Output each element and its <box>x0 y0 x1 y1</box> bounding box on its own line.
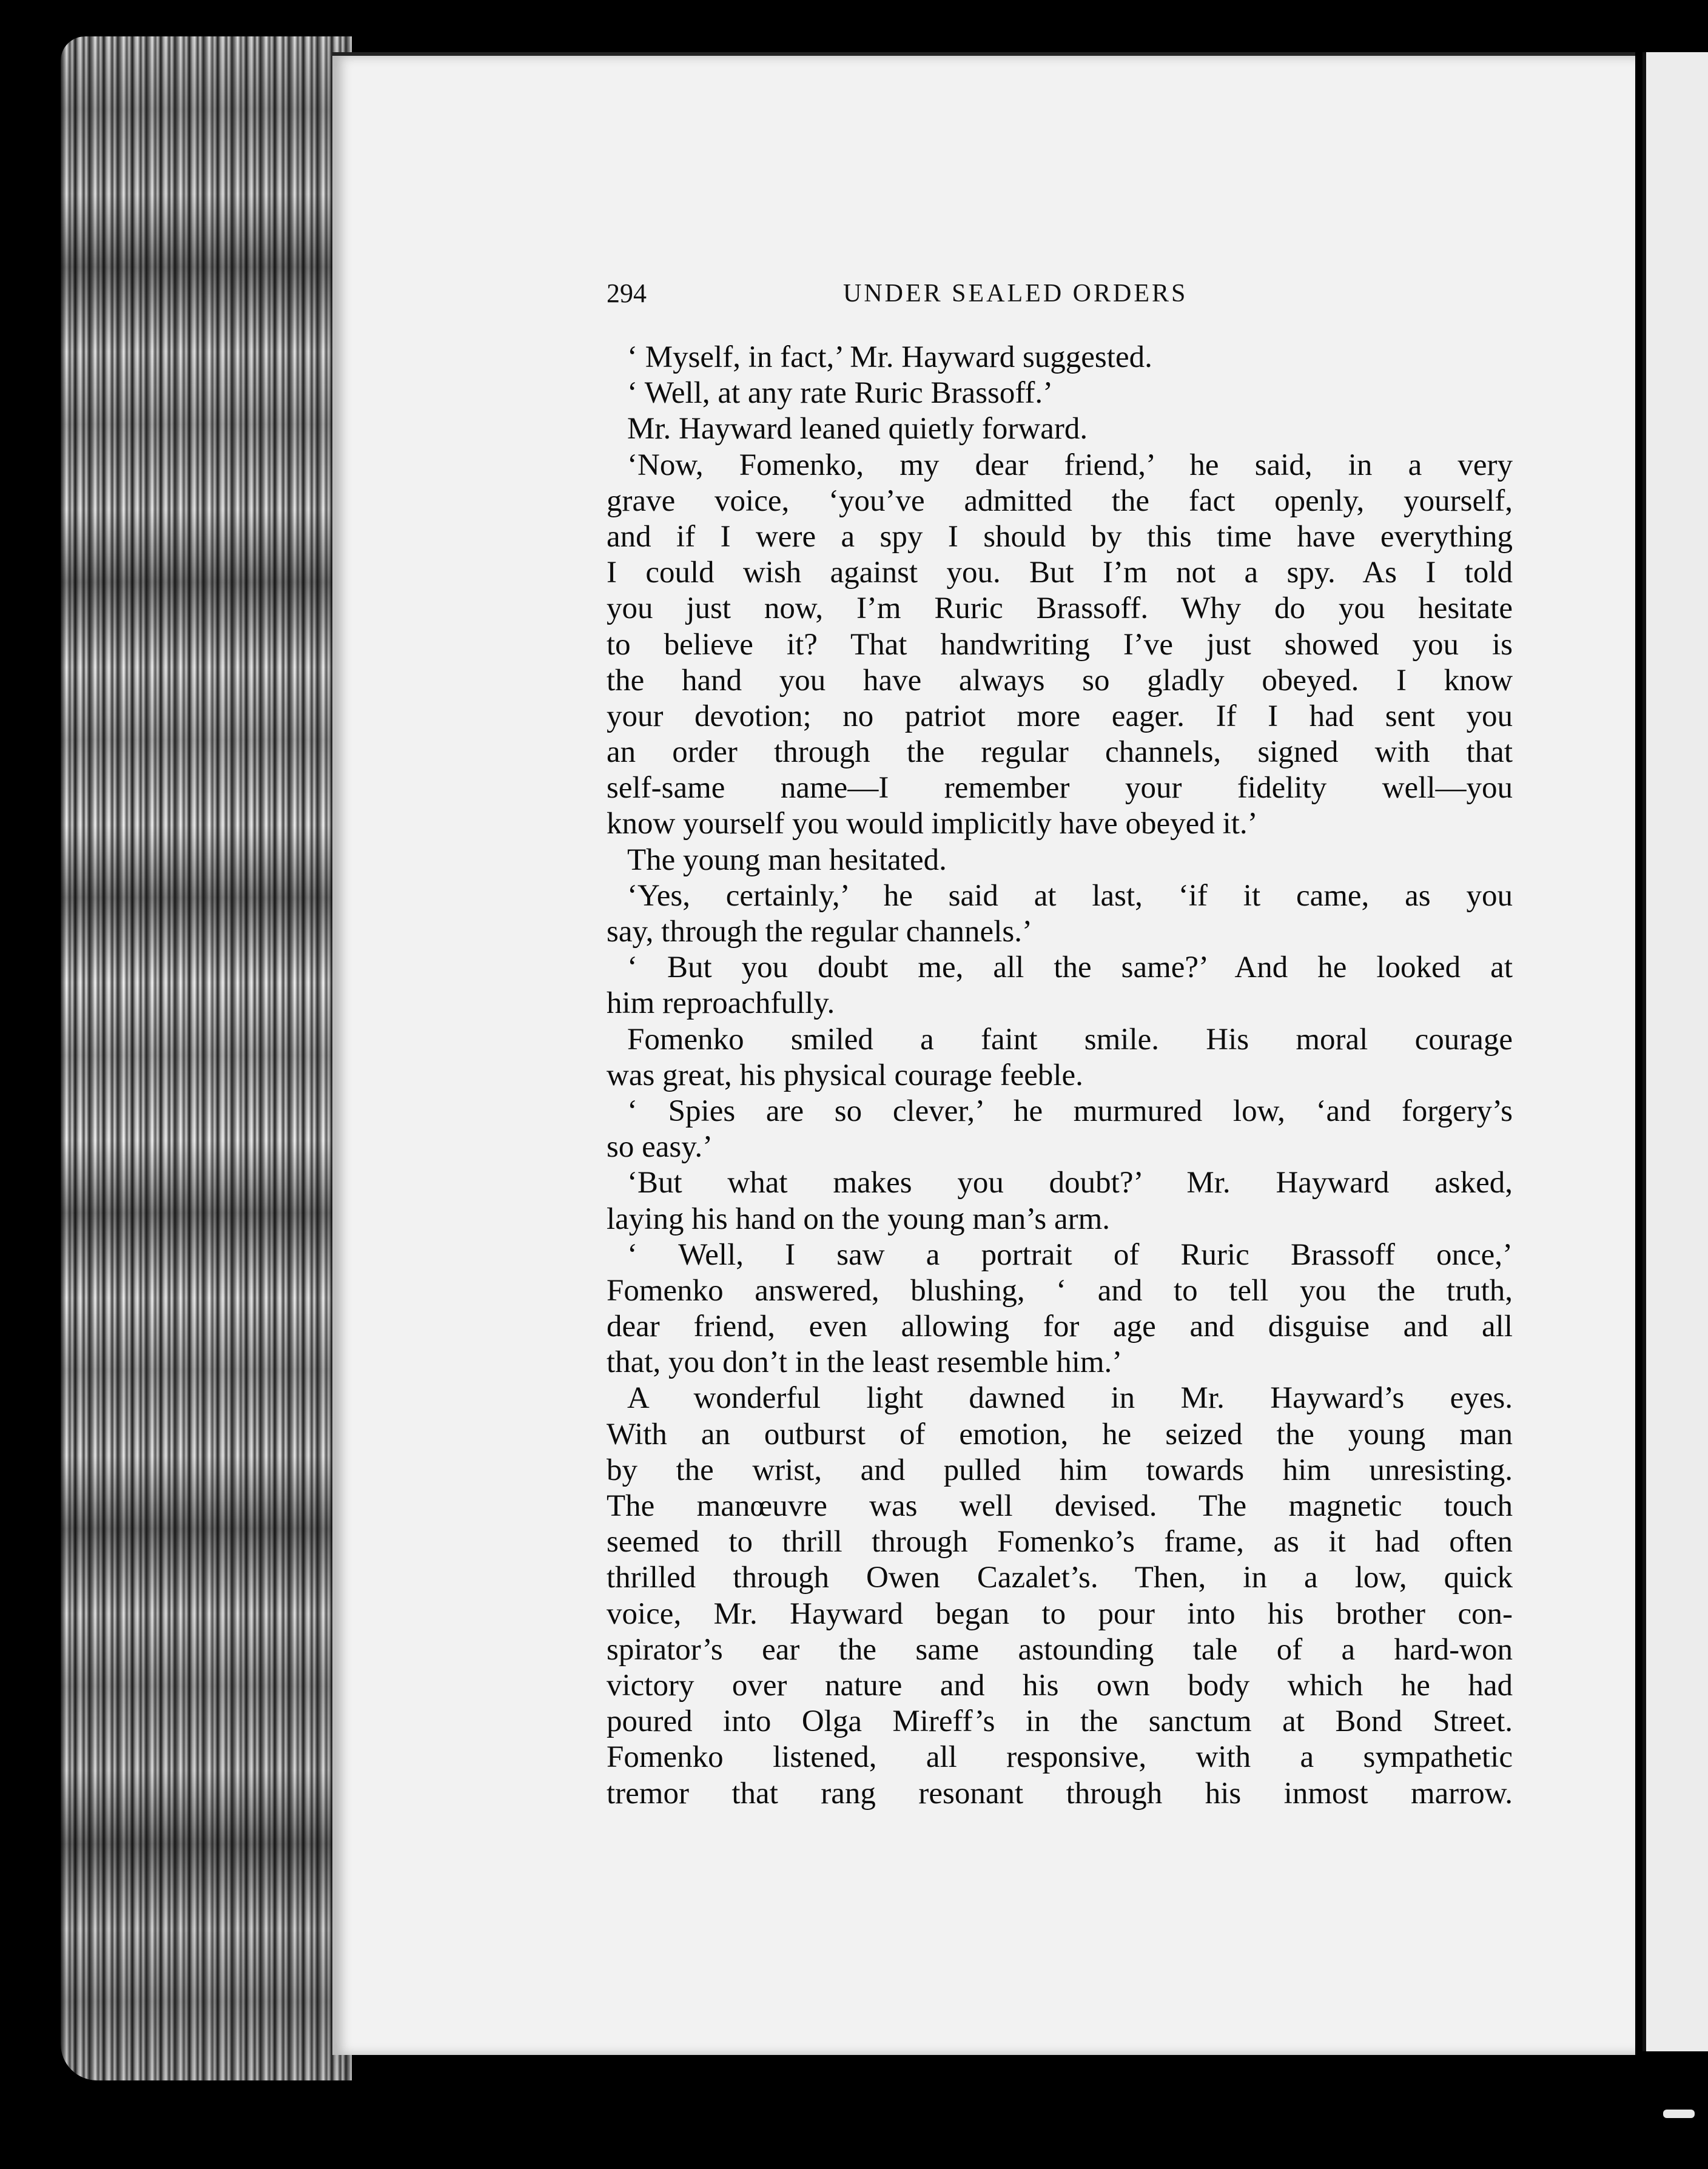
text-line: I could wish against you. But I’m not a spy. As I told <box>607 556 1513 590</box>
text-line: ‘Now, Fomenko, my dear friend,’ he said, in a very <box>627 448 1513 482</box>
text-line: that, you don’t in the least resemble him.’ <box>607 1345 1123 1380</box>
text-line: ‘ Spies are so clever,’ he murmured low, ‘and forgery’s <box>627 1094 1513 1128</box>
text-line: spirator’s ear the same astounding tale of a hard-won <box>607 1632 1513 1667</box>
text-line: so easy.’ <box>607 1130 713 1165</box>
text-line: self-same name—I remember your fidelity well—you <box>607 771 1513 805</box>
text-line: say, through the regular channels.’ <box>607 915 1032 949</box>
text-line: Fomenko smiled a faint smile. His moral courage <box>627 1022 1513 1057</box>
text-line: thrilled through Owen Cazalet’s. Then, in a low, quick <box>607 1561 1513 1595</box>
text-line: laying his hand on the young man’s arm. <box>607 1202 1111 1236</box>
text-line: The manœuvre was well devised. The magnetic touch <box>607 1489 1513 1523</box>
fore-edge-shadow <box>61 36 352 2080</box>
text-line: With an outburst of emotion, he seized the young man <box>607 1417 1513 1451</box>
text-line: by the wrist, and pulled him towards him unresisting. <box>607 1453 1513 1487</box>
text-line: the hand you have always so gladly obeyed. I know <box>607 663 1513 698</box>
text-line: grave voice, ‘you’ve admitted the fact openly, yourself, <box>607 483 1513 518</box>
text-line: victory over nature and his own body which he had <box>607 1668 1513 1703</box>
text-line: and if I were a spy I should by this time have everything <box>607 519 1513 554</box>
page-header <box>607 275 1274 312</box>
text-line: him reproachfully. <box>607 986 835 1021</box>
facing-page-edge <box>1642 52 1708 2051</box>
text-line: an order through the regular channels, signed with that <box>607 735 1513 770</box>
corner-mark <box>1663 2110 1695 2118</box>
text-line: Fomenko listened, all responsive, with a sympathetic <box>607 1740 1513 1775</box>
text-line: A wonderful light dawned in Mr. Hayward’s eyes. <box>627 1381 1513 1416</box>
text-line: ‘Yes, certainly,’ he said at last, ‘if it came, as you <box>627 878 1513 913</box>
page-number: 294 <box>607 278 647 308</box>
body-text <box>607 340 1513 1812</box>
text-line: dear friend, even allowing for age and disguise and all <box>607 1310 1513 1344</box>
text-line: poured into Olga Mireff’s in the sanctum at Bond Street. <box>607 1704 1513 1739</box>
text-line: know yourself you would implicitly have obeyed it.’ <box>607 807 1258 841</box>
text-line: Mr. Hayward leaned quietly forward. <box>627 412 1088 446</box>
text-line: ‘ But you doubt me, all the same?’ And he looked at <box>627 950 1513 985</box>
text-line: tremor that rang resonant through his inmost marrow. <box>607 1776 1513 1811</box>
text-line: ‘ Myself, in fact,’ Mr. Hayward suggested. <box>627 340 1152 374</box>
text-line: Fomenko answered, blushing, ‘ and to tell you the truth, <box>607 1273 1513 1308</box>
text-line: seemed to thrill through Fomenko’s frame, as it had often <box>607 1525 1513 1559</box>
text-line: ‘ Well, at any rate Ruric Brassoff.’ <box>627 376 1054 411</box>
text-line: voice, Mr. Hayward began to pour into his brother con- <box>607 1596 1513 1631</box>
text-line: to believe it? That handwriting I’ve just showed you is <box>607 627 1513 662</box>
text-line: you just now, I’m Ruric Brassoff. Why do you hesitate <box>607 591 1513 626</box>
text-line: ‘But what makes you doubt?’ Mr. Hayward asked, <box>627 1166 1513 1200</box>
running-head: UNDER SEALED ORDERS <box>843 280 1188 308</box>
text-line: was great, his physical courage feeble. <box>607 1058 1083 1092</box>
text-line: your devotion; no patriot more eager. If I had sent you <box>607 699 1513 733</box>
text-line: The young man hesitated. <box>627 842 947 877</box>
text-line: ‘ Well, I saw a portrait of Ruric Brassoff once,’ <box>627 1237 1513 1272</box>
